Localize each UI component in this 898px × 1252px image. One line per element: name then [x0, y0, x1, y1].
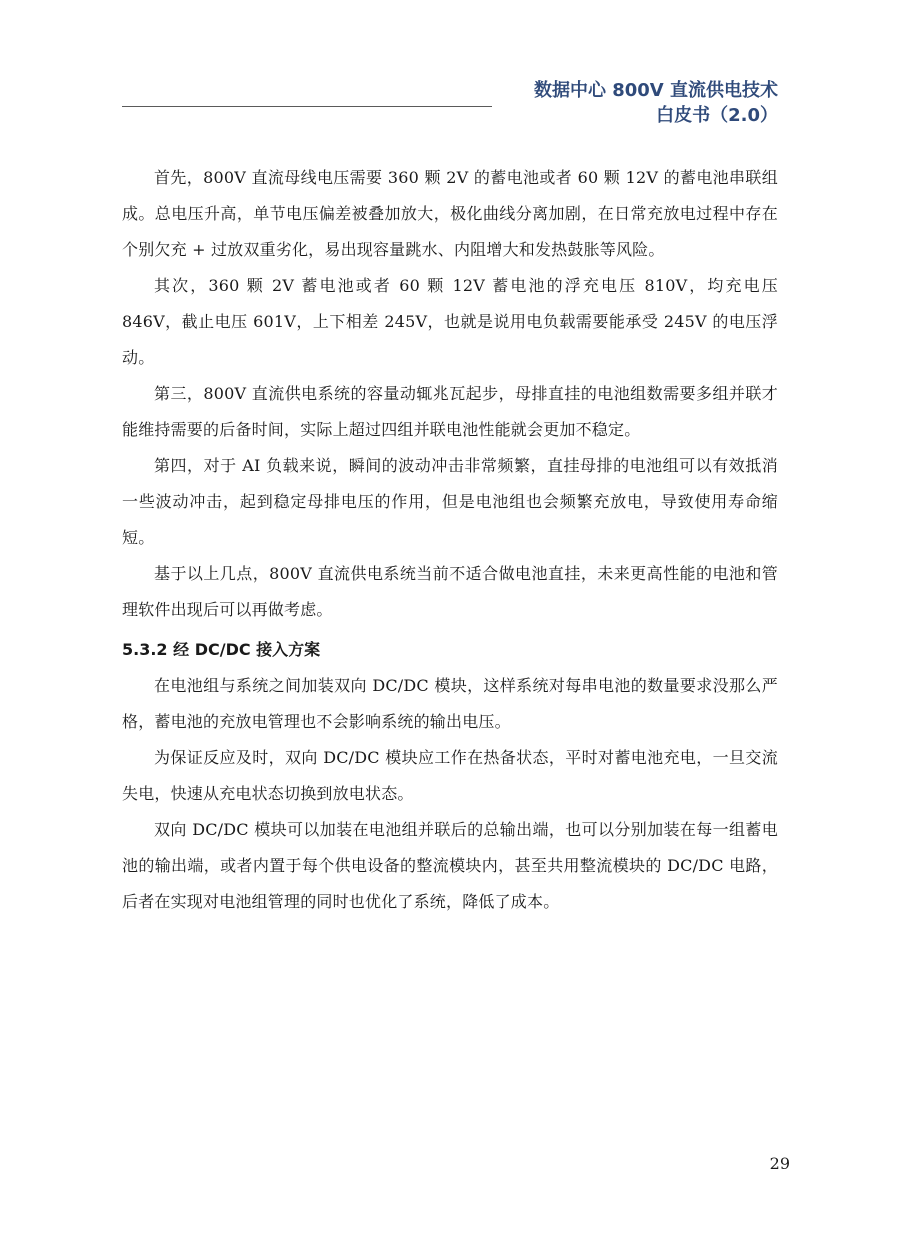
paragraph: 双向 DC/DC 模块可以加装在电池组并联后的总输出端，也可以分别加装在每一组蓄电池的输出端，或者内置于每个供电设备的整流模块内，甚至共用整流模块的 DC/DC 电路，后者在实现对电池组管理的同时也优化了系统，降低了成本。: [122, 820, 778, 911]
paragraph: 基于以上几点，800V 直流供电系统当前不适合做电池直挂，未来更高性能的电池和管理软件出现后可以再做考虑。: [122, 564, 778, 619]
paragraph: 首先，800V 直流母线电压需要 360 颗 2V 的蓄电池或者 60 颗 12V 的蓄电池串联组成。总电压升高，单节电压偏差被叠加放大，极化曲线分离加剧，在日常充放电过程中存在个别欠充 + 过放双重劣化，易出现容量跳水、内阻增大和发热鼓胀等风险。: [122, 168, 778, 259]
paragraph: 为保证反应及时，双向 DC/DC 模块应工作在热备状态，平时对蓄电池充电，一旦交流失电，快速从充电状态切换到放电状态。: [122, 748, 778, 803]
paragraph: 在电池组与系统之间加装双向 DC/DC 模块，这样系统对每串电池的数量要求没那么严格，蓄电池的充放电管理也不会影响系统的输出电压。: [122, 676, 778, 731]
paragraph: 其次，360 颗 2V 蓄电池或者 60 颗 12V 蓄电池的浮充电压 810V，均充电压 846V，截止电压 601V，上下相差 245V，也就是说用电负载需要能承受 245V 的电压浮动。: [122, 276, 778, 367]
section-heading: 5.3.2 经 DC/DC 接入方案: [122, 640, 321, 659]
header-title-line2: 白皮书（2.0）: [656, 105, 778, 126]
header-rule: [122, 106, 492, 107]
paragraph: 第四，对于 AI 负载来说，瞬间的波动冲击非常频繁，直挂母排的电池组可以有效抵消一些波动冲击，起到稳定母排电压的作用，但是电池组也会频繁充放电，导致使用寿命缩短。: [122, 456, 778, 547]
header-title-line1: 数据中心 800V 直流供电技术: [533, 80, 778, 101]
running-header: [534, 78, 778, 128]
main-content: [122, 160, 778, 920]
page-number: 29: [769, 1154, 790, 1173]
paragraph: 第三，800V 直流供电系统的容量动辄兆瓦起步，母排直挂的电池组数需要多组并联才能维持需要的后备时间，实际上超过四组并联电池性能就会更加不稳定。: [122, 384, 778, 439]
